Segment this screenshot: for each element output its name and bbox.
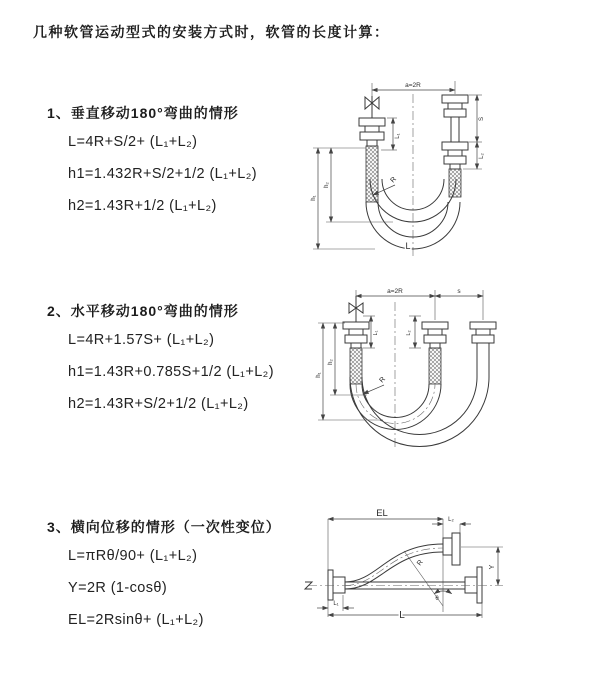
radius-label: R bbox=[378, 375, 387, 385]
section-1-formula-L: L=4R+S/2+ (L₁+L₂) bbox=[68, 134, 198, 150]
angle-label: θ bbox=[435, 596, 439, 602]
section-3-heading: 3、横向位移的情形（一次性变位） bbox=[47, 519, 281, 535]
right-flange bbox=[465, 567, 482, 603]
upper-flange bbox=[443, 533, 460, 565]
section-3-formula-EL: EL=2Rsinθ+ (L₁+L₂) bbox=[68, 612, 204, 628]
page-title: 几种软管运动型式的安装方式时，软管的长度计算： bbox=[33, 24, 390, 40]
hose-u-bend-moved bbox=[350, 377, 489, 447]
valve-icon bbox=[349, 296, 363, 322]
dim-l2-label: L₂ bbox=[448, 517, 454, 523]
section-2-heading: 2、水平移动180°弯曲的情形 bbox=[47, 303, 239, 319]
dim-s-label: s bbox=[457, 288, 461, 295]
radius-label: R bbox=[416, 558, 425, 568]
length-label: L bbox=[405, 241, 411, 251]
dim-el-label: EL bbox=[376, 508, 388, 519]
valve-icon bbox=[365, 96, 379, 118]
dim-span bbox=[372, 81, 455, 96]
dim-l1-label: L₁ bbox=[373, 330, 379, 336]
dim-l2 bbox=[432, 517, 471, 535]
dim-span-label: a=2R bbox=[405, 82, 421, 89]
dim-l1-label: L₁ bbox=[395, 133, 401, 139]
radius-leader bbox=[363, 376, 387, 394]
dim-span bbox=[356, 288, 483, 320]
dim-l bbox=[328, 603, 482, 621]
dim-h1-label: h₁ bbox=[311, 195, 317, 201]
dim-h1-label: h₁ bbox=[316, 372, 322, 378]
dim-l2-label: L₂ bbox=[479, 153, 485, 159]
right-fitting bbox=[470, 322, 496, 377]
dim-l1-label: L₁ bbox=[333, 601, 339, 607]
left-fitting bbox=[343, 322, 369, 384]
right-fitting bbox=[442, 95, 468, 197]
angle-construction bbox=[404, 551, 452, 606]
dim-el bbox=[328, 508, 443, 617]
section-1-formula-h2: h2=1.43R+1/2 (L₁+L₂) bbox=[68, 198, 217, 214]
dim-h1-h2 bbox=[316, 323, 383, 420]
section-1-formula-h1: h1=1.432R+S/2+1/2 (L₁+L₂) bbox=[68, 166, 258, 182]
dim-y-label: Y bbox=[489, 564, 496, 570]
section-3-formula-Y: Y=2R (1-cosθ) bbox=[68, 580, 168, 596]
dim-s-label: S bbox=[479, 116, 485, 122]
dim-h2-label: h₂ bbox=[328, 359, 334, 365]
dim-l-label: L bbox=[399, 610, 405, 621]
dim-l2-label: L₂ bbox=[406, 330, 412, 336]
section-2-formula-L: L=4R+1.57S+ (L₁+L₂) bbox=[68, 332, 215, 348]
left-flange bbox=[328, 570, 345, 600]
dim-span-label: a=2R bbox=[387, 288, 403, 295]
section-3-formula-L: L=πRθ/90+ (L₁+L₂) bbox=[68, 548, 198, 564]
dim-h2-label: h₂ bbox=[324, 182, 330, 188]
section-2-formula-h1: h1=1.43R+0.785S+1/2 (L₁+L₂) bbox=[68, 364, 274, 380]
dim-l2 bbox=[406, 316, 421, 348]
dim-h1-h2 bbox=[311, 148, 393, 249]
diagram-horizontal-180 bbox=[305, 282, 600, 457]
radius-label: R bbox=[389, 175, 398, 185]
dim-l1 bbox=[317, 595, 354, 611]
left-fitting bbox=[359, 118, 385, 202]
section-2-formula-h2: h2=1.43R+S/2+1/2 (L₁+L₂) bbox=[68, 396, 249, 412]
diagram-vertical-180 bbox=[305, 72, 590, 262]
section-1-heading: 1、垂直移动180°弯曲的情形 bbox=[47, 105, 239, 121]
middle-fitting bbox=[422, 322, 448, 384]
diagram-lateral-displacement bbox=[300, 505, 600, 630]
